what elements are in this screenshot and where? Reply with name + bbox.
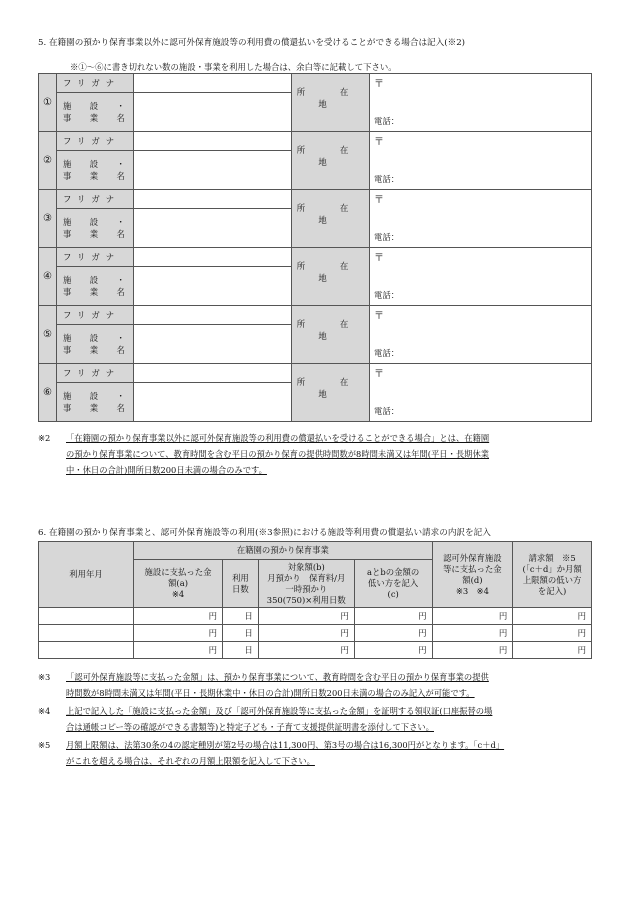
furigana-label: フリガナ xyxy=(57,306,134,325)
footnote-line: がこれを超える場合は、それぞれの月額上限額を記入して下さい。 xyxy=(66,756,315,766)
footnote-2-line: の預かり保育事業について、教育時間を含む平日の預かり保育の提供時間数が8時間未満又は年間(平日・長期休業 xyxy=(66,449,490,459)
footnote-line: 「認可外保育施設等に支払った金額」は、預かり保育事業について、教育時間を含む平日の預かり保育事業の提供 xyxy=(66,672,489,682)
footnote-2-line: 中・休日の合計)開所日数200日未満の場合のみです。 xyxy=(66,465,267,475)
facility-name-label: 施 設 ・ 事 業 名 xyxy=(57,325,134,364)
footnote-line: 時間数が8時間未満又は年間(平日・長期休業中・休日の合計)開所日数200日未満の場合のみ記入が可能です。 xyxy=(66,688,475,698)
section5-note: ※①～⑥に書き切れない数の施設・事業を利用した場合は、余白等に記載して下さい。 xyxy=(70,62,397,72)
location-label: 所 在 地 xyxy=(292,190,370,248)
month-field[interactable] xyxy=(39,608,134,625)
row-number: ⑤ xyxy=(39,306,57,364)
footnote-line: 合は通帳コピー等の確認ができる書類等)と特定子ども・子育て支援提供証明書を添付して下さい。 xyxy=(66,722,434,732)
claim-field[interactable]: 円 xyxy=(513,625,592,642)
paid-a-field[interactable]: 円 xyxy=(134,642,223,659)
paid-a-field[interactable]: 円 xyxy=(134,625,223,642)
footnote-2 xyxy=(38,430,598,480)
postal-mark: 〒 xyxy=(374,195,384,206)
section6-title: 6. 在籍園の預かり保育事業と、認可外保育施設等の利用(※3参照)における施設等利用費の償還払い請求の内訳を記入 xyxy=(38,528,491,538)
facility-name-field[interactable] xyxy=(134,325,292,364)
tel-label: 電話： xyxy=(374,174,400,184)
target-b-field[interactable]: 円 xyxy=(258,608,354,625)
footnote-item xyxy=(38,737,598,771)
section5-title: 5. 在籍園の預かり保育事業以外に認可外保育施設等の利用費の償還払いを受けることができる場合は記入(※2) xyxy=(38,38,466,48)
paid-a-field[interactable]: 円 xyxy=(134,608,223,625)
furigana-field[interactable] xyxy=(134,306,292,325)
footnote-item xyxy=(38,669,598,703)
unlicensed-d-field[interactable]: 円 xyxy=(432,608,513,625)
lower-c-field[interactable]: 円 xyxy=(354,625,432,642)
lower-c-field[interactable]: 円 xyxy=(354,642,432,659)
target-b-field[interactable]: 円 xyxy=(258,625,354,642)
facility-name-label: 施 設 ・ 事 業 名 xyxy=(57,209,134,248)
facility-name-label: 施 設 ・ 事 業 名 xyxy=(57,93,134,132)
location-label: 所 在 地 xyxy=(292,364,370,422)
furigana-field[interactable] xyxy=(134,74,292,93)
row-number: ⑥ xyxy=(39,364,57,422)
furigana-field[interactable] xyxy=(134,364,292,383)
postal-mark: 〒 xyxy=(374,79,384,90)
header-unlicensed: 認可外保育施設 等に支払った金 額(d) ※3 ※4 xyxy=(432,542,513,608)
target-b-field[interactable]: 円 xyxy=(258,642,354,659)
header-target: 対象額(b) 月預かり 保育料/月 一時預かり 350(750)×利用日数 xyxy=(258,560,354,608)
footnote-mark: ※3 xyxy=(38,672,51,682)
footnote-mark: ※4 xyxy=(38,706,51,716)
tel-label: 電話： xyxy=(374,290,400,300)
furigana-label: フリガナ xyxy=(57,190,134,209)
facility-name-field[interactable] xyxy=(134,209,292,248)
facility-table xyxy=(38,73,592,422)
header-days: 利用 日数 xyxy=(222,560,258,608)
header-group: 在籍園の預かり保育事業 xyxy=(134,542,432,560)
header-lower: aとbの金額の 低い方を記入 (c) xyxy=(354,560,432,608)
postal-mark: 〒 xyxy=(374,137,384,148)
days-field[interactable]: 日 xyxy=(222,642,258,659)
facility-name-field[interactable] xyxy=(134,383,292,422)
facility-name-label: 施 設 ・ 事 業 名 xyxy=(57,267,134,306)
furigana-label: フリガナ xyxy=(57,132,134,151)
address-field[interactable] xyxy=(370,74,592,132)
location-label: 所 在 地 xyxy=(292,74,370,132)
footnote-2-mark: ※2 xyxy=(38,433,51,443)
days-field[interactable]: 日 xyxy=(222,625,258,642)
postal-mark: 〒 xyxy=(374,311,384,322)
postal-mark: 〒 xyxy=(374,253,384,264)
month-field[interactable] xyxy=(39,625,134,642)
tel-label: 電話： xyxy=(374,406,400,416)
tel-label: 電話： xyxy=(374,116,400,126)
location-label: 所 在 地 xyxy=(292,248,370,306)
furigana-field[interactable] xyxy=(134,190,292,209)
facility-name-label: 施 設 ・ 事 業 名 xyxy=(57,383,134,422)
month-field[interactable] xyxy=(39,642,134,659)
furigana-label: フリガナ xyxy=(57,74,134,93)
footnote-2-line: 「在籍園の預かり保育事業以外に認可外保育施設等の利用費の償還払いを受けることができる場合」とは、在籍園 xyxy=(66,433,490,443)
unlicensed-d-field[interactable]: 円 xyxy=(432,625,513,642)
claim-field[interactable]: 円 xyxy=(513,608,592,625)
facility-name-field[interactable] xyxy=(134,93,292,132)
address-field[interactable] xyxy=(370,364,592,422)
furigana-field[interactable] xyxy=(134,248,292,267)
row-number: ③ xyxy=(39,190,57,248)
footnote-item xyxy=(38,703,598,737)
facility-name-field[interactable] xyxy=(134,151,292,190)
header-month: 利用年月 xyxy=(39,542,134,608)
row-number: ② xyxy=(39,132,57,190)
address-field[interactable] xyxy=(370,132,592,190)
usage-table xyxy=(38,541,592,659)
unlicensed-d-field[interactable]: 円 xyxy=(432,642,513,659)
facility-name-label: 施 設 ・ 事 業 名 xyxy=(57,151,134,190)
facility-name-field[interactable] xyxy=(134,267,292,306)
claim-field[interactable]: 円 xyxy=(513,642,592,659)
address-field[interactable] xyxy=(370,190,592,248)
footnote-mark: ※5 xyxy=(38,740,51,750)
location-label: 所 在 地 xyxy=(292,132,370,190)
furigana-label: フリガナ xyxy=(57,364,134,383)
furigana-field[interactable] xyxy=(134,132,292,151)
lower-c-field[interactable]: 円 xyxy=(354,608,432,625)
tel-label: 電話： xyxy=(374,348,400,358)
footnote-line: 月額上限額は、法第30条の4の認定種別が第2号の場合は11,300円、第3号の場合は16,300円がとなります。「c＋d」 xyxy=(66,740,505,750)
address-field[interactable] xyxy=(370,306,592,364)
days-field[interactable]: 日 xyxy=(222,608,258,625)
row-number: ④ xyxy=(39,248,57,306)
row-number: ① xyxy=(39,74,57,132)
header-claim: 請求額 ※5 (「c＋d」か月額 上限額の低い方 を記入) xyxy=(513,542,592,608)
tel-label: 電話： xyxy=(374,232,400,242)
header-paid-a: 施設に支払った金 額(a) ※4 xyxy=(134,560,223,608)
furigana-label: フリガナ xyxy=(57,248,134,267)
address-field[interactable] xyxy=(370,248,592,306)
postal-mark: 〒 xyxy=(374,369,384,380)
location-label: 所 在 地 xyxy=(292,306,370,364)
footnote-line: 上記で記入した「施設に支払った金額」及び「認可外保育施設等に支払った金額」を証明する領収証(口座振替の場 xyxy=(66,706,493,716)
